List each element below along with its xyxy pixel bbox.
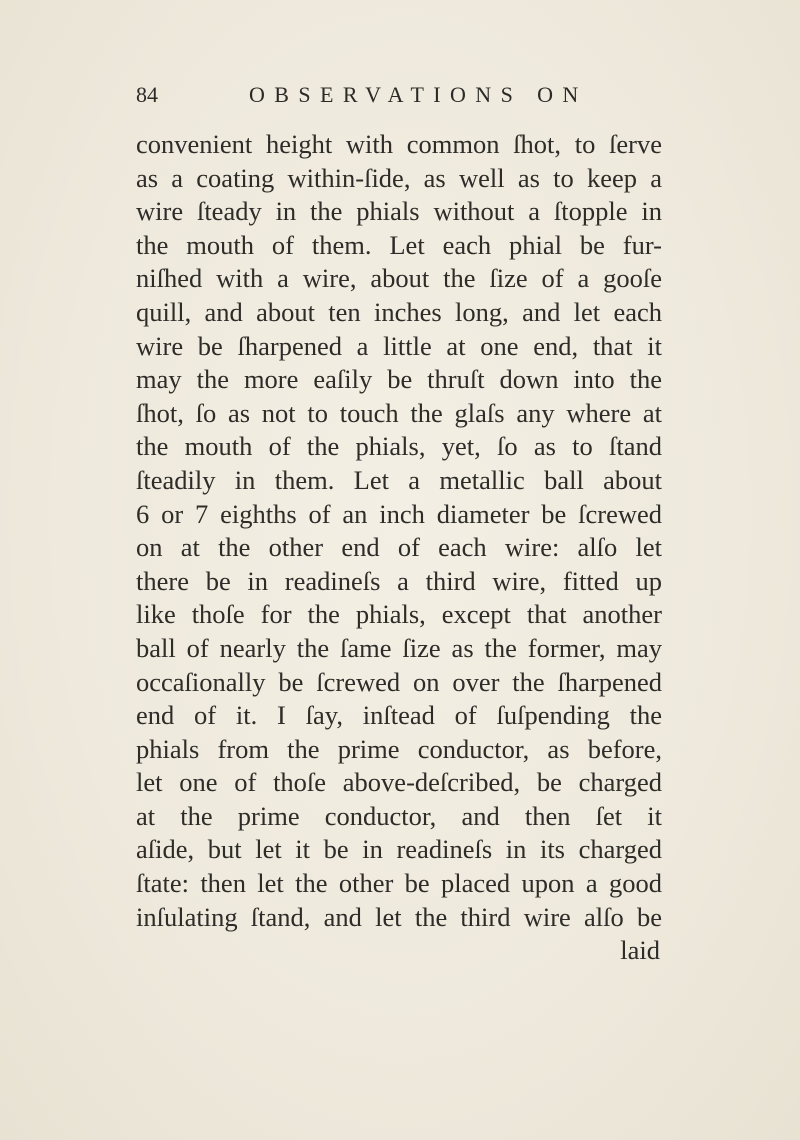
page-header [136,82,666,118]
text-line: on at the other end of each wire: alſo let [136,532,662,563]
text-line: inſulating ſtand, and let the third wire alſo be [136,901,662,932]
text-line: 6 or 7 eighths of an inch diameter be ſcrewed [136,498,662,529]
text-line: occaſionally be ſcrewed on over the ſharpened [136,666,662,697]
text-line: as a coating within-ſide, as well as to keep a [136,162,662,193]
catchword: laid [620,935,660,966]
text-line: niſhed with a wire, about the ſize of a gooſe [136,263,662,294]
running-head: OBSERVATIONS ON [249,82,588,107]
text-line: wire ſteady in the phials without a ſtopple in [136,196,662,227]
text-line: end of it. I ſay, inſtead of ſuſpending the [136,700,662,731]
text-line: may the more eaſily be thruſt down into the [136,364,662,395]
text-line: aſide, but let it be in readineſs in its charged [136,834,662,865]
text-line: let one of thoſe above-deſcribed, be charged [136,767,662,798]
body-text [136,128,662,968]
text-line: the mouth of them. Let each phial be fur- [136,229,662,260]
text-line: phials from the prime conductor, as before, [136,733,662,764]
text-line: ſhot, ſo as not to touch the glaſs any where at [136,397,662,428]
text-line: at the prime conductor, and then ſet it [136,800,662,831]
text-line: ball of nearly the ſame ſize as the former, may [136,632,662,663]
text-line: wire be ſharpened a little at one end, that it [136,330,662,361]
page-number: 84 [136,82,158,107]
text-line: convenient height with common ſhot, to ſerve [136,129,662,159]
text-line: like thoſe for the phials, except that another [136,599,662,630]
text-line: ſtate: then let the other be placed upon a good [136,868,662,899]
text-line: there be in readineſs a third wire, fitted up [136,565,662,596]
text-line: ſteadily in them. Let a metallic ball about [136,464,662,495]
text-line: quill, and about ten inches long, and let each [136,296,662,327]
text-line: the mouth of the phials, yet, ſo as to ſtand [136,431,662,462]
